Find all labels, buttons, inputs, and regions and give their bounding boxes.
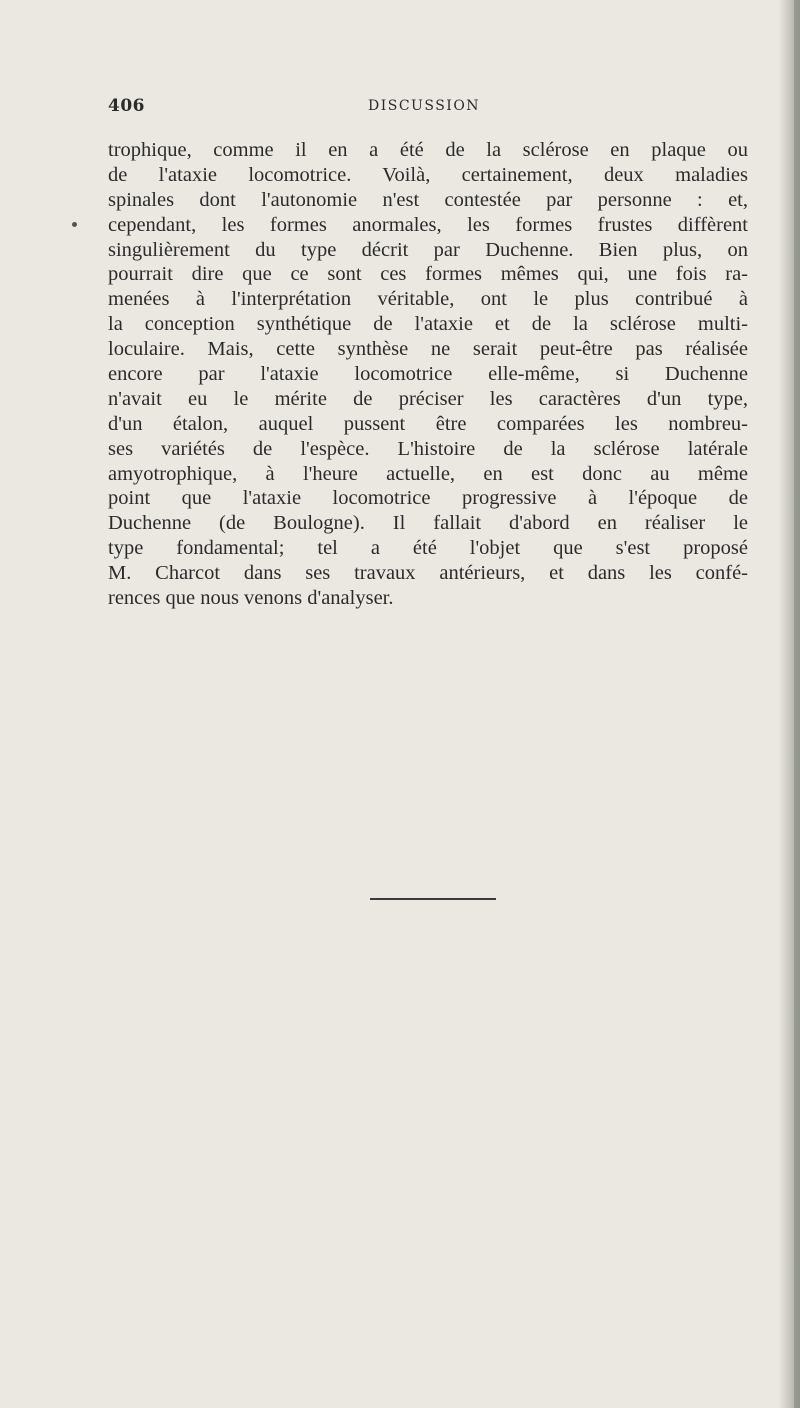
text-line: singulièrement du type décrit par Duchenne. Bien plus, on <box>108 238 748 261</box>
text-line: d'un étalon, auquel pussent être comparées les nombreu- <box>108 412 748 435</box>
text-line: spinales dont l'autonomie n'est contestée par personne : et, <box>108 188 748 211</box>
text-line: type fondamental; tel a été l'objet que s'est proposé <box>108 537 748 560</box>
text-line: rences que nous venons d'analyser. <box>108 587 394 610</box>
text-line: Duchenne (de Boulogne). Il fallait d'abord en réaliser le <box>108 512 748 535</box>
page-number: 406 <box>108 96 145 116</box>
text-line: amyotrophique, à l'heure actuelle, en est donc au même <box>108 462 748 485</box>
text-line: la conception synthétique de l'ataxie et de la sclérose multi- <box>108 313 748 336</box>
text-line: trophique, comme il en a été de la sclérose en plaque ou <box>108 139 748 161</box>
text-line: encore par l'ataxie locomotrice elle-même, si Duchenne <box>108 363 748 386</box>
text-line: menées à l'interprétation véritable, ont le plus contribué à <box>108 288 748 311</box>
spine-edge <box>794 0 800 1408</box>
text-line: M. Charcot dans ses travaux antérieurs, et dans les confé- <box>108 562 748 585</box>
text-line: point que l'ataxie locomotrice progressive à l'époque de <box>108 487 748 510</box>
text-line: loculaire. Mais, cette synthèse ne serait peut-être pas réalisée <box>108 338 748 361</box>
margin-dot <box>72 222 77 227</box>
section-end-rule <box>370 898 496 900</box>
text-line: pourrait dire que ce sont ces formes mêmes qui, une fois ra- <box>108 263 748 286</box>
text-line: cependant, les formes anormales, les formes frustes diffèrent <box>108 213 748 236</box>
text-line: de l'ataxie locomotrice. Voilà, certainement, deux maladies <box>108 163 748 186</box>
running-head <box>108 96 750 116</box>
text-line: ses variétés de l'espèce. L'histoire de la sclérose latérale <box>108 437 748 460</box>
body-text <box>108 138 748 611</box>
text-line: n'avait eu le mérite de préciser les caractères d'un type, <box>108 387 748 410</box>
running-title: DISCUSSION <box>368 98 481 114</box>
